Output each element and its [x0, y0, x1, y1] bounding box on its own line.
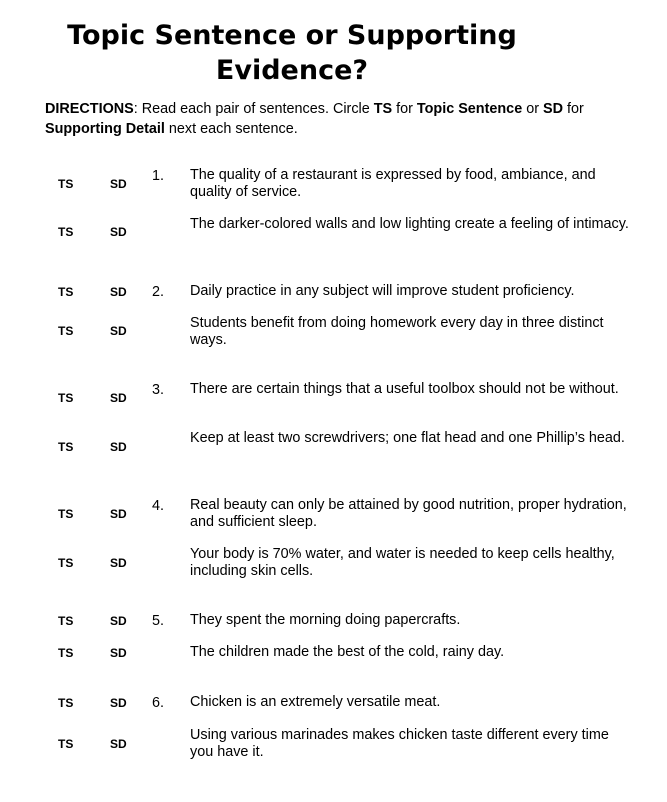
sentence: Real beauty can only be attained by good nutrition, proper hydration, and sufficient sleep. [190, 497, 627, 530]
sd-option[interactable]: SD [110, 696, 127, 710]
ts-option[interactable]: TS [58, 646, 74, 660]
sd-option[interactable]: SD [110, 391, 127, 405]
directions-sd: SD [543, 101, 563, 117]
sentence: Your body is 70% water, and water is needed to keep cells healthy, including skin cells. [190, 546, 615, 579]
sd-option[interactable]: SD [110, 737, 127, 751]
item-number: 3. [152, 382, 165, 398]
item-number: 6. [152, 695, 165, 711]
sd-option[interactable]: SD [110, 614, 127, 628]
directions-supporting-detail: Supporting Detail [45, 121, 165, 137]
sd-option[interactable]: SD [110, 556, 127, 570]
sd-option[interactable]: SD [110, 177, 127, 191]
sentence: The darker-colored walls and low lighting create a feeling of intimacy. [190, 216, 629, 232]
directions [45, 99, 645, 139]
sentence: Keep at least two screwdrivers; one flat head and one Phillip’s head. [190, 430, 625, 446]
ts-option[interactable]: TS [58, 440, 74, 454]
item-number: 5. [152, 613, 165, 629]
sd-option[interactable]: SD [110, 225, 127, 239]
ts-option[interactable]: TS [58, 614, 74, 628]
title-line-1: Topic Sentence or Supporting [67, 20, 517, 51]
sd-option[interactable]: SD [110, 324, 127, 338]
directions-text: for [392, 101, 417, 117]
sentence: Using various marinades makes chicken taste different every time you have it. [190, 727, 609, 760]
sd-option[interactable]: SD [110, 646, 127, 660]
sd-option[interactable]: SD [110, 507, 127, 521]
sd-option[interactable]: SD [110, 440, 127, 454]
item-number: 4. [152, 498, 165, 514]
directions-topic-sentence: Topic Sentence [416, 101, 523, 117]
ts-option[interactable]: TS [58, 696, 74, 710]
directions-text: : Read each pair of sentences. Circle [133, 101, 374, 117]
sentence: The children made the best of the cold, rainy day. [190, 644, 505, 660]
ts-option[interactable]: TS [58, 225, 74, 239]
sd-option[interactable]: SD [110, 285, 127, 299]
ts-option[interactable]: TS [58, 324, 74, 338]
item-number: 1. [152, 168, 165, 184]
directions-text: next each sentence. [164, 121, 298, 137]
directions-text: or [522, 101, 543, 117]
ts-option[interactable]: TS [58, 391, 74, 405]
title-line-2: Evidence? [215, 55, 369, 86]
sentence: They spent the morning doing papercrafts. [190, 612, 461, 628]
item-number: 2. [152, 284, 165, 300]
sentence: Students benefit from doing homework every day in three distinct ways. [190, 315, 604, 348]
ts-option[interactable]: TS [58, 556, 74, 570]
ts-option[interactable]: TS [58, 177, 74, 191]
directions-ts: TS [373, 101, 393, 117]
sentence: The quality of a restaurant is expressed by food, ambiance, and quality of service. [190, 167, 596, 200]
sentence: There are certain things that a useful toolbox should not be without. [190, 381, 619, 397]
sentence: Chicken is an extremely versatile meat. [190, 694, 441, 710]
ts-option[interactable]: TS [58, 507, 74, 521]
ts-option[interactable]: TS [58, 285, 74, 299]
directions-label: DIRECTIONS [45, 101, 134, 117]
sentence: Daily practice in any subject will improve student proficiency. [190, 283, 575, 299]
ts-option[interactable]: TS [58, 737, 74, 751]
directions-text: for [563, 101, 584, 117]
worksheet-title [0, 18, 584, 88]
